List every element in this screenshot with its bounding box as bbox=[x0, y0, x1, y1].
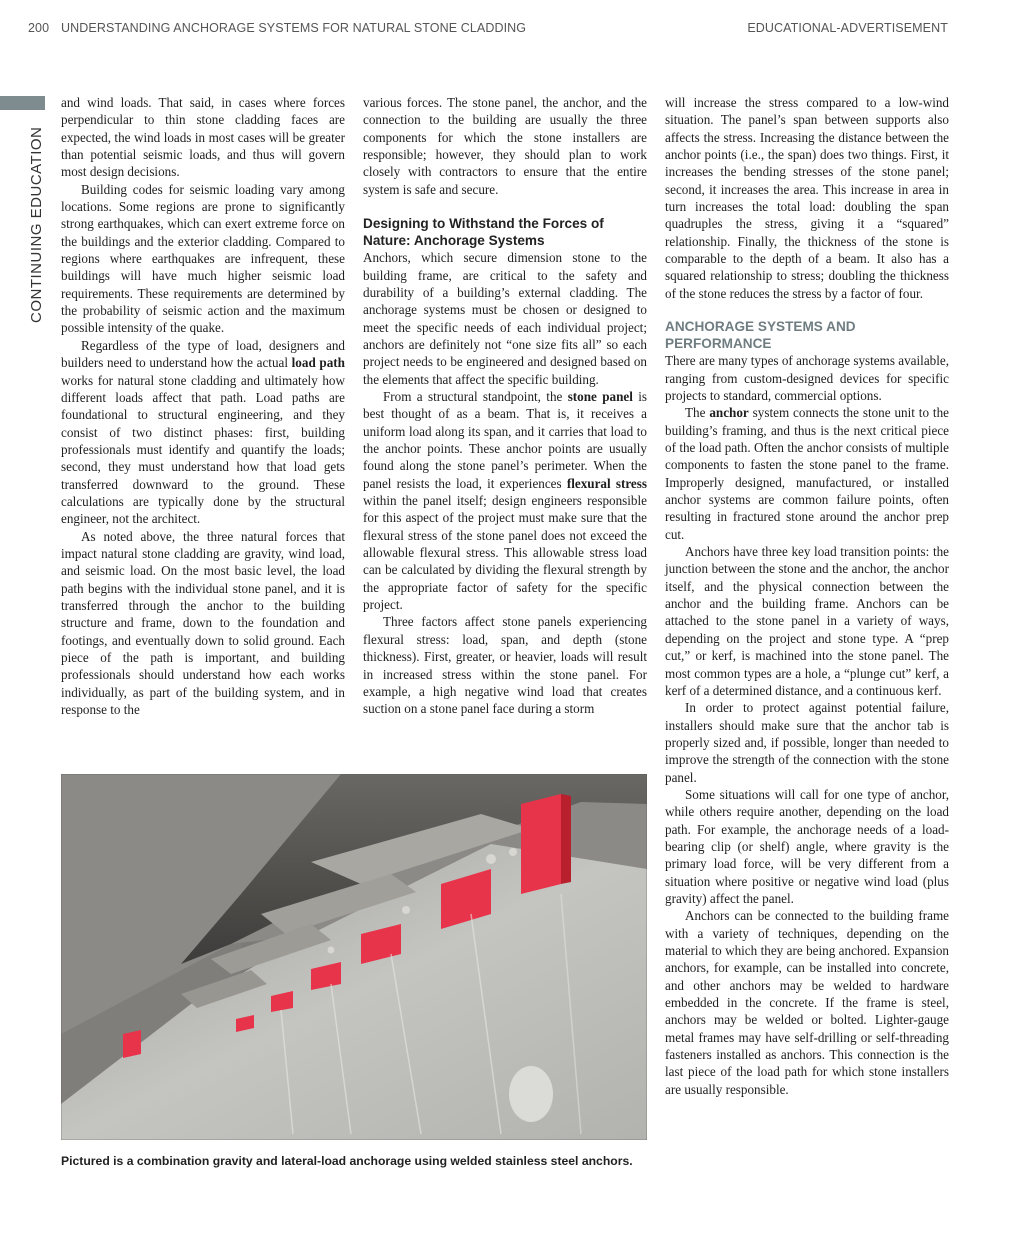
running-title: UNDERSTANDING ANCHORAGE SYSTEMS FOR NATURAL STONE CLADDING bbox=[61, 21, 527, 35]
text-column-1 bbox=[61, 94, 345, 718]
text-column-2 bbox=[363, 94, 647, 718]
paragraph: As noted above, the three natural forces that impact natural stone cladding are gravity, wind load, and seismic load. On the most basic level, the load path begins with the individual stone panel, and it is transferred through the anchor to the building structure and frame, down to the foundation and footings, and eventually down to solid ground. Each piece of the path is important, and building professionals should understand how each works individually, as part of the building system, and in response to the bbox=[61, 528, 345, 718]
paragraph: Three factors affect stone panels experiencing flexural stress: load, span, and depth (stone thickness). First, greater, or heavier, loads will result in increased stress within the stone panel. For example, a high negative wind load that creates suction on a stone panel face during a storm bbox=[363, 614, 647, 717]
paragraph: Some situations will call for one type of anchor, while others require another, depending on the load path. For example, the anchorage needs of a load-bearing clip (or shelf) angle, where gravity is the primary load force, will be very different from a situation where positive or negative wind load (plus gravity) affect the panel. bbox=[665, 786, 949, 906]
paragraph: The anchor system connects the stone unit to the building’s framing, and thus is the next critical piece of the load path. Often the anchor consists of multiple components to fasten the stone panel to the frame. Improperly designed, manufactured, or installed anchor systems are common failure points, often resulting in fractured stone around the anchor prep cut. bbox=[665, 405, 949, 542]
sidebar-label: CONTINUING EDUCATION bbox=[28, 126, 45, 323]
figure-caption: Pictured is a combination gravity and lateral-load anchorage using welded stainless steel anchors. bbox=[61, 1154, 633, 1168]
term-load-path: load path bbox=[291, 355, 345, 371]
paragraph: Anchors, which secure dimension stone to the building frame, are critical to the safety and durability of a building’s external cladding. The anchorage systems must be chosen or designed to meet the specific needs of each individual project; anchors are definitely not “one size fits all” so each project needs to be engineered and designed based on the elements that affect the specific building. bbox=[363, 250, 647, 387]
paragraph: In order to protect against potential failure, installers should make sure that the anchor tab is properly sized and, if possible, longer than needed to improve the strength of the connection with the stone panel. bbox=[665, 700, 949, 785]
paragraph: Anchors have three key load transition points: the junction between the stone and the anchor, the anchor itself, and the physical connection between the anchor and the building frame. Anchors can be attached to the stone panel in a variety of ways, depending on the project and stone type. A “prep cut,” or kerf, is machined into the stone panel. The most common types are a hole, a “plunge cut” kerf, a kerf of a determined distance, and a continuous kerf. bbox=[665, 544, 949, 698]
page-header bbox=[28, 21, 948, 39]
paragraph: Building codes for seismic loading vary among locations. Some regions are prone to significantly strong earthquakes, which can exert extreme force on the buildings and the exterior cladding. Compared to regions where earthquakes are infrequent, these buildings will have much higher seismic load requirements. These requirements are determined by the probability of seismic action and the maximum possible intensity of the quake. bbox=[61, 181, 345, 336]
section-heading-anchorage: ANCHORAGE SYSTEMS AND PERFORMANCE bbox=[665, 319, 856, 351]
anchorage-photo bbox=[61, 774, 647, 1140]
paragraph: and wind loads. That said, in cases where forces perpendicular to thin stone cladding faces are expected, the wind loads in most cases will be greater than potential seismic loads, and thus will govern most design decisions. bbox=[61, 95, 345, 180]
paragraph: will increase the stress compared to a low-wind situation. The panel’s span between supports also affects the stress. Increasing the distance between the anchor points (i.e., the span) does two things. First, it increases the bending stresses of the stone panel; second, it increases the area. This increase in area in turn increases the total load: doubling the span quadruples the stress, giving it a “squared” relationship. Finally, the thickness of the stone is comparable to the depth of a beam. It also has a squared relationship to stress; doubling the thickness of the stone reduces the stress by a factor of four. bbox=[665, 95, 949, 301]
section-label: EDUCATIONAL-ADVERTISEMENT bbox=[747, 21, 948, 35]
paragraph: From a structural standpoint, the stone panel is best thought of as a beam. That is, it receives a uniform load along its span, and it carries that load to the anchor points. These anchor points are usually found along the stone panel’s perimeter. When the panel resists the load, it experiences flexural stress within the panel itself; design engineers responsible for this aspect of the project must make sure that the flexural stress of the stone panel does not exceed the allowable flexural stress. This allowable stress load can be calculated by dividing the flexural strength by the appropriate factor of safety for the specific project. bbox=[363, 389, 647, 613]
page-number: 200 bbox=[28, 21, 50, 35]
term-anchor: anchor bbox=[709, 405, 749, 421]
paragraph: various forces. The stone panel, the anchor, and the connection to the building are usually the three components for which the stone installers are responsible; however, they should plan to work closely with contractors to ensure that the entire system is safe and secure. bbox=[363, 95, 647, 197]
paragraph: Regardless of the type of load, designers and builders need to understand how the actual load path works for natural stone cladding and ultimately how different loads affect that path. Load paths are foundational to structural engineering, and they consist of two distinct phases: first, building professionals must identify and quantify the loads; second, they must understand how that load gets transferred downward to the ground. These calculations are typically done by the structural engineer, not the architect. bbox=[61, 337, 345, 527]
term-stone-panel: stone panel bbox=[567, 389, 633, 404]
paragraph: There are many types of anchorage systems available, ranging from custom-designed devices for specific projects to standard, commercial options. bbox=[665, 353, 949, 403]
paragraph: Anchors can be connected to the building frame with a variety of techniques, depending on the material to which they are being anchored. Expansion anchors, for example, can be installed into concrete, and other anchors may be welded to hardware embedded in the concrete. If the frame is steel, anchors may be welded or bolted. Lighter-gauge metal frames may have self-drilling or self-threading fasteners installed as anchors. This connection is the last piece of the load path for which stone installers are usually responsible. bbox=[665, 908, 949, 1097]
text-column-3 bbox=[665, 94, 949, 1098]
term-flexural-stress: flexural stress bbox=[566, 475, 647, 491]
subheading-designing: Designing to Withstand the Forces of Nature: Anchorage Systems bbox=[363, 216, 604, 248]
